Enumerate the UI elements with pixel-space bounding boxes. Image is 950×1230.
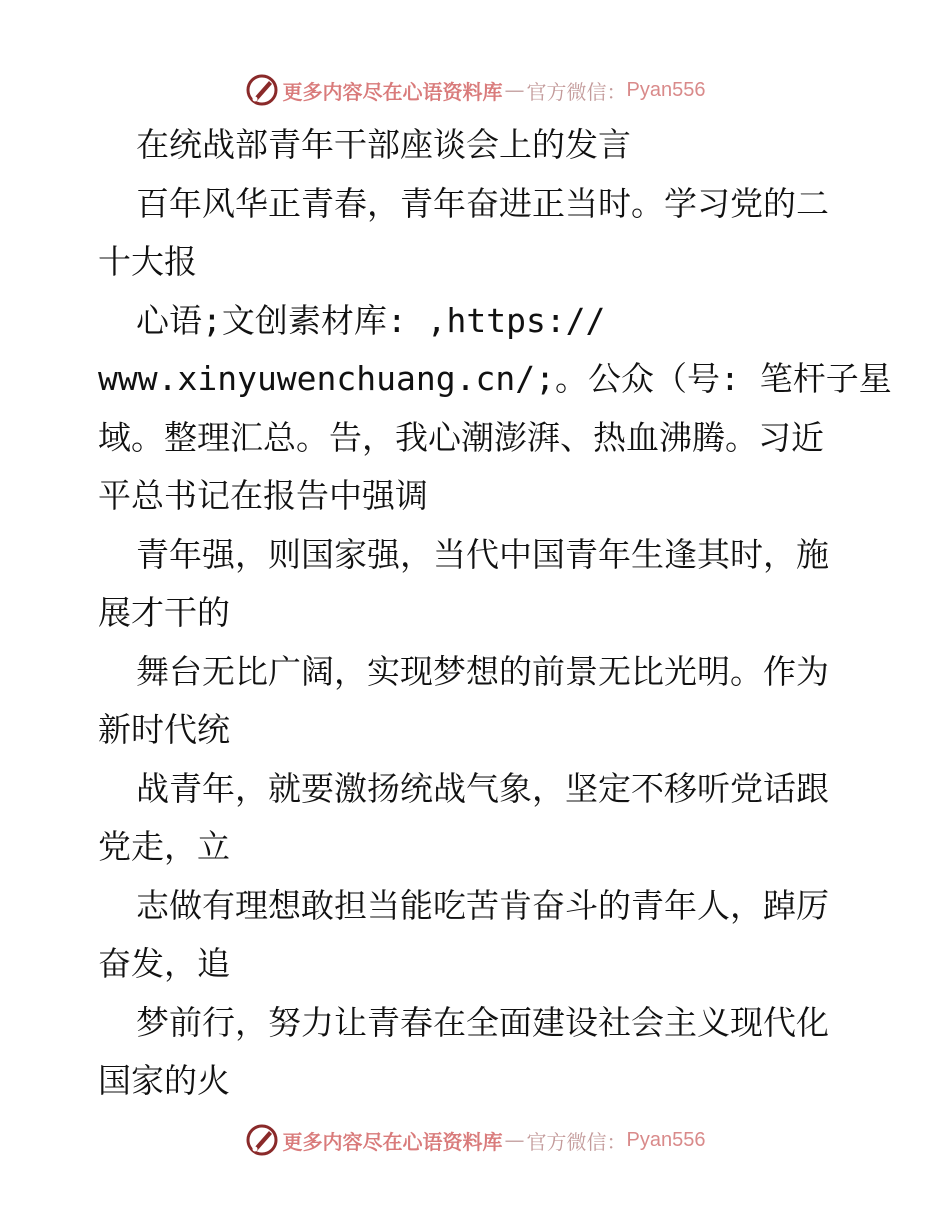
- text-line: 心语;文创素材库: ,https://: [136, 300, 606, 340]
- pen-logo-icon: [245, 73, 279, 107]
- document-body: [98, 116, 892, 1111]
- text-line: www.xinyuwenchuang.cn/;。公众（号: 笔杆子星: [98, 359, 892, 398]
- document-title: 在统战部青年干部座谈会上的发言: [136, 125, 631, 164]
- banner-wechat-id: Pyan556: [626, 1128, 706, 1151]
- text-line: 奋发，追: [98, 944, 230, 983]
- text-line: 十大报: [98, 242, 197, 281]
- text-line: 新时代统: [98, 710, 230, 749]
- banner-wechat-label: 官方微信：: [526, 79, 627, 104]
- text-line: 志做有理想敢担当能吃苦肯奋斗的青年人，踔厉: [136, 885, 829, 925]
- text-line: 党走，立: [98, 827, 230, 866]
- text-line: 国家的火: [98, 1061, 230, 1100]
- text-line: 平总书记在报告中强调: [98, 476, 428, 515]
- banner-wechat-id: Pyan556: [626, 78, 706, 101]
- banner-dash: —: [504, 1128, 525, 1152]
- text-line: 舞台无比广阔，实现梦想的前景无比光明。作为: [136, 651, 829, 691]
- footer-banner: [0, 1120, 950, 1160]
- text-line: 百年风华正青春，青年奋进正当时。学习党的二: [136, 183, 829, 223]
- banner-dash: —: [504, 78, 525, 102]
- text-line: 域。整理汇总。告，我心潮澎湃、热血沸腾。习近: [98, 417, 824, 457]
- banner-title: 更多内容尽在心语资料库: [282, 1129, 503, 1154]
- header-banner: [0, 70, 950, 110]
- text-line: 战青年，就要激扬统战气象，坚定不移听党话跟: [136, 768, 829, 808]
- text-line: 展才干的: [98, 593, 230, 632]
- text-line: 青年强，则国家强，当代中国青年生逢其时，施: [136, 534, 829, 574]
- banner-title: 更多内容尽在心语资料库: [282, 79, 503, 104]
- text-line: 梦前行，努力让青春在全面建设社会主义现代化: [136, 1002, 829, 1042]
- banner-wechat-label: 官方微信：: [526, 1129, 627, 1154]
- pen-logo-icon: [245, 1123, 279, 1157]
